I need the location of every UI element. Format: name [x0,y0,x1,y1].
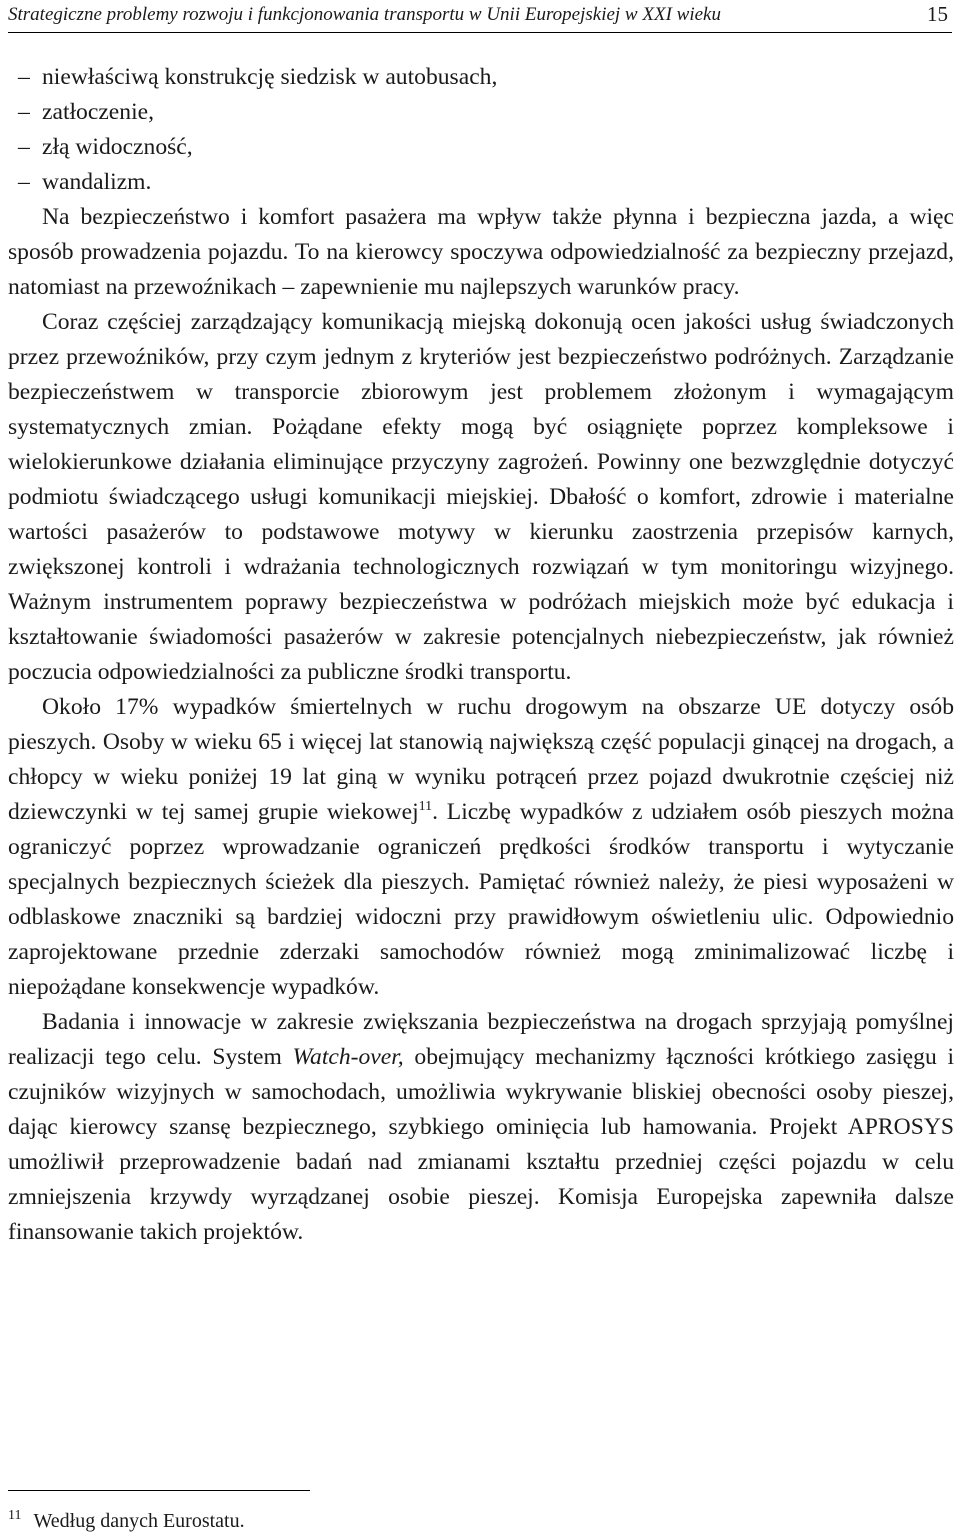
paragraph-text: obejmujący mechanizmy łączności krótkiego zasięgu i czujników wizyjnych w samochodach, umożliwia wykrywanie bliskiej obecności osoby pieszej, dając kierowcy szansę bezpiecznego, szybkiego ominięcia lub hamowania. Projekt APROSYS umożliwił przeprowadzenie badań nad zmianami kształtu przedniej części pojazdu w celu zmniejszenia krzywdy wyrządzanej osobie pieszej. Komisja Europejska zapewniła dalsze finansowanie takich projektów. [8,1044,954,1245]
list-item-text: zatłoczenie, [42,99,154,125]
footnote-reference: 11 [418,799,433,814]
paragraph-pedestrians [8,690,954,1005]
list-item-text: złą widoczność, [42,134,193,160]
list-item [8,130,954,165]
footnote-divider [8,1490,310,1491]
dash-marker: – [18,99,30,125]
list-item-text: niewłaściwą konstrukcję siedzisk w autobusach, [42,64,498,90]
page-number: 15 [927,2,948,26]
main-text [8,60,954,1250]
paragraph-safety-management: Coraz częściej zarządzający komunikacją miejską dokonują ocen jakości usług świadczonych przez przewoźników, przy czym jednym z kryteriów jest bezpieczeństwo podróżnych. Zarządzanie bezpieczeństwem w transporcie zbiorowym jest problemem złożonym i wymagającym systematycznych zmian. Pożądane efekty mogą być osiągnięte poprzez kompleksowe i wielokierunkowe działania eliminujące przyczyny zagrożeń. Powinny one bezwzględnie dotyczyć podmiotu świadczącego usługi komunikacji miejskiej. Dbałość o komfort, zdrowie i materialne wartości pasażerów to podstawowe motywy w kierunku zaostrzenia przepisów karnych, zwiększonej kontroli i wdrażania technologicznych rozwiązań w tym monitoringu wizyjnego. Ważnym instrumentem poprawy bezpieczeństwa w podróżach miejskich może być edukacja i kształtowanie świadomości pasażerów w zakresie potencjalnych niebezpieczeństw, jak również poczucia odpowiedzialności za publiczne środki transportu. [8,309,954,685]
paragraph-text: Badania i innowacje w zakresie zwiększania bezpieczeństwa na drogach sprzyjają pomyślnej realizacji tego celu. System [8,1009,954,1070]
running-title: Strategiczne problemy rozwoju i funkcjonowania transportu w Unii Europejskiej w XXI wieku [8,4,721,25]
footnote [8,1508,245,1534]
paragraph-research [8,1005,954,1250]
dash-marker: – [18,169,30,195]
footnote-text: Według danych Eurostatu. [33,1510,245,1532]
running-header [8,2,952,33]
bullet-list [8,60,954,200]
system-name-italic: Watch-over, [292,1044,404,1070]
list-item [8,165,954,200]
paragraph-driving-safety: Na bezpieczeństwo i komfort pasażera ma wpływ także płynna i bezpieczna jazda, a więc sposób prowadzenia pojazdu. To na kierowcy spoczywa odpowiedzialność za bezpieczny przejazd, natomiast na przewoźnikach – zapewnienie mu najlepszych warunków pracy. [8,204,954,300]
paragraph-text: Około 17% wypadków śmiertelnych w ruchu drogowym na obszarze UE dotyczy osób pieszych. Osoby w wieku 65 i więcej lat stanowią największą część populacji ginącej na drogach, a chłopcy w wieku poniżej 19 lat giną w wyniku potrąceń przez pojazd dwukrotnie częściej niż dziewczynki w tej samej grupie wiekowej [8,694,954,825]
dash-marker: – [18,134,30,160]
list-item [8,60,954,95]
paragraph-text: . Liczbę wypadków z udziałem osób pieszych można ograniczyć poprzez wprowadzanie ograniczeń prędkości środków transportu i wytyczanie specjalnych bezpiecznych ścieżek dla pieszych. Pamiętać również należy, że piesi wyposażeni w odblaskowe znaczniki są bardziej widoczni przy prawidłowym oświetleniu ulic. Odpowiednio zaprojektowane przednie zderzaki samochodów również mogą zminimalizować liczbę i niepożądane konsekwencje wypadków. [8,799,954,1000]
list-item [8,95,954,130]
footnote-mark: 11 [8,1508,22,1523]
list-item-text: wandalizm. [42,169,152,195]
dash-marker: – [18,64,30,90]
